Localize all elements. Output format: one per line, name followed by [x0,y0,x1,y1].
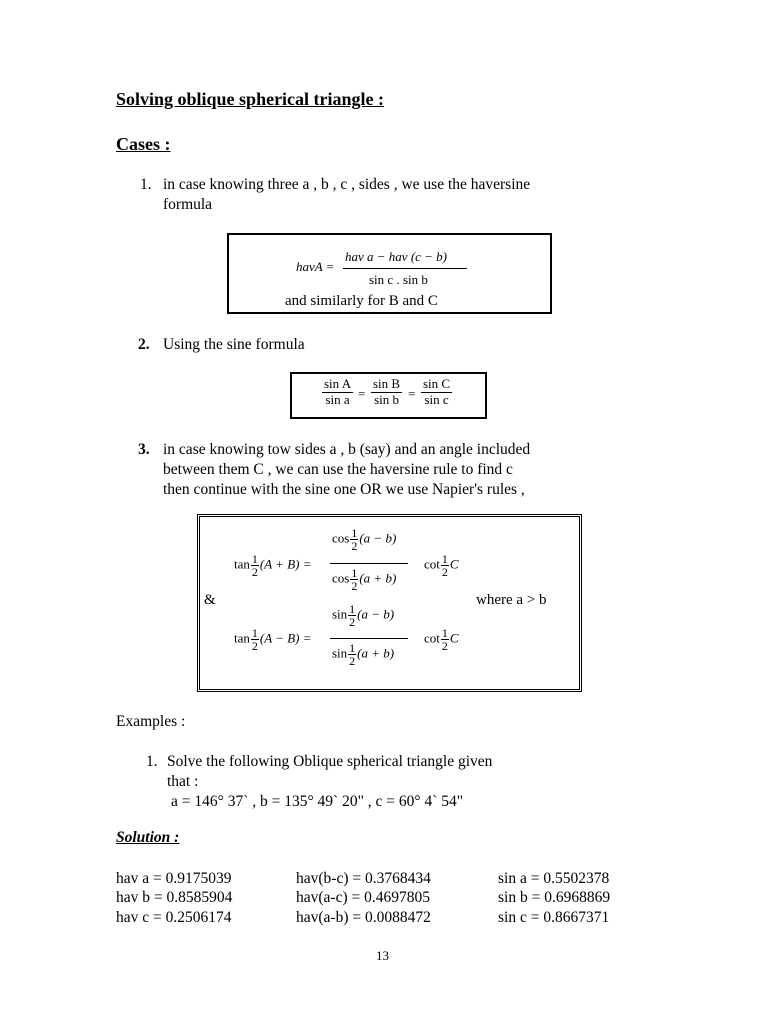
result-hav-a-b: hav(a-b) = 0.0088472 [296,909,431,926]
napier-analogies-box [197,514,582,692]
napier-eq2-cot: cot $\frac{1}{2}$ C [424,626,459,653]
example-1-text-2: that : [167,773,199,790]
result-sin-a: sin a = 0.5502378 [498,870,610,887]
case-3-text-2: between them C , we can use the haversine rule to find c [163,461,513,478]
case-3-number: 3. [138,441,150,458]
napier-eq1-lhs: tan $\frac{1}{2}$ (A + B) = [234,552,312,579]
napier-eq2-denominator: sin $\frac{1}{2}$ (a + b) [332,641,395,668]
fraction-bar [343,268,467,269]
napier-eq1-numerator: cos $\frac{1}{2}$ (a − b) [332,526,397,553]
page-number: 13 [376,948,389,963]
result-hav-b-c: hav(b-c) = 0.3768434 [296,870,431,887]
equals-sign-2: = [408,386,416,401]
example-1-number: 1. [146,753,158,770]
sine-fraction-3: $\frac{\text{sin C}}{\text{sin c}}$ [423,376,451,407]
case-3-text-3: then continue with the sine one OR we use Napier's rules , [163,481,525,498]
hav-denominator: sin c . sin b [369,272,428,287]
case-1-text-2: formula [163,196,213,213]
result-sin-b: sin b = 0.6968869 [498,889,611,906]
napier-eq2-bar [330,638,408,639]
hav-lhs: havA = [296,259,335,274]
result-hav-a: hav a = 0.9175039 [116,870,232,887]
result-hav-c: hav c = 0.2506174 [116,909,232,926]
example-1-given: a = 146° 37` , b = 135° 49` 20" , c = 60° 4` 54" [171,793,464,810]
napier-eq1-cot: cot $\frac{1}{2}$ C [424,552,459,579]
similarly-note: and similarly for B and C [285,293,438,309]
ampersand: & [204,592,216,608]
examples-heading: Examples : [116,713,186,730]
napier-eq1-bar [330,563,408,564]
sine-fraction-2: $\frac{\text{sin B}}{\text{sin b}}$ [373,376,401,407]
napier-eq2-numerator: sin $\frac{1}{2}$ (a − b) [332,602,395,629]
napier-eq2-lhs: tan $\frac{1}{2}$ (A − B) = [234,626,312,653]
result-sin-c: sin c = 0.8667371 [498,909,610,926]
sine-fraction-1: $\frac{\text{sin A}}{\text{sin a}}$ [324,376,352,407]
where-condition: where a > b [476,592,547,608]
haversine-formula-box [227,233,552,314]
case-1-number: 1. [140,176,152,193]
napier-eq1-denominator: cos $\frac{1}{2}$ (a + b) [332,566,397,593]
solution-heading: Solution : [116,829,180,846]
case-3-text-1: in case knowing tow sides a , b (say) and an angle included [163,441,531,458]
hav-numerator: hav a − hav (c − b) [345,249,448,264]
result-hav-a-c: hav(a-c) = 0.4697805 [296,889,430,906]
cases-heading: Cases : [116,134,171,154]
sine-formula-box [290,372,487,419]
case-2-text: Using the sine formula [163,336,305,353]
example-1-text-1: Solve the following Oblique spherical triangle given [167,753,493,770]
case-2-number: 2. [138,336,150,353]
case-1-text: in case knowing three a , b , c , sides , we use the haversine [163,176,531,193]
result-hav-b: hav b = 0.8585904 [116,889,233,906]
equals-sign-1: = [358,386,366,401]
page-title: Solving oblique spherical triangle : [116,89,385,109]
